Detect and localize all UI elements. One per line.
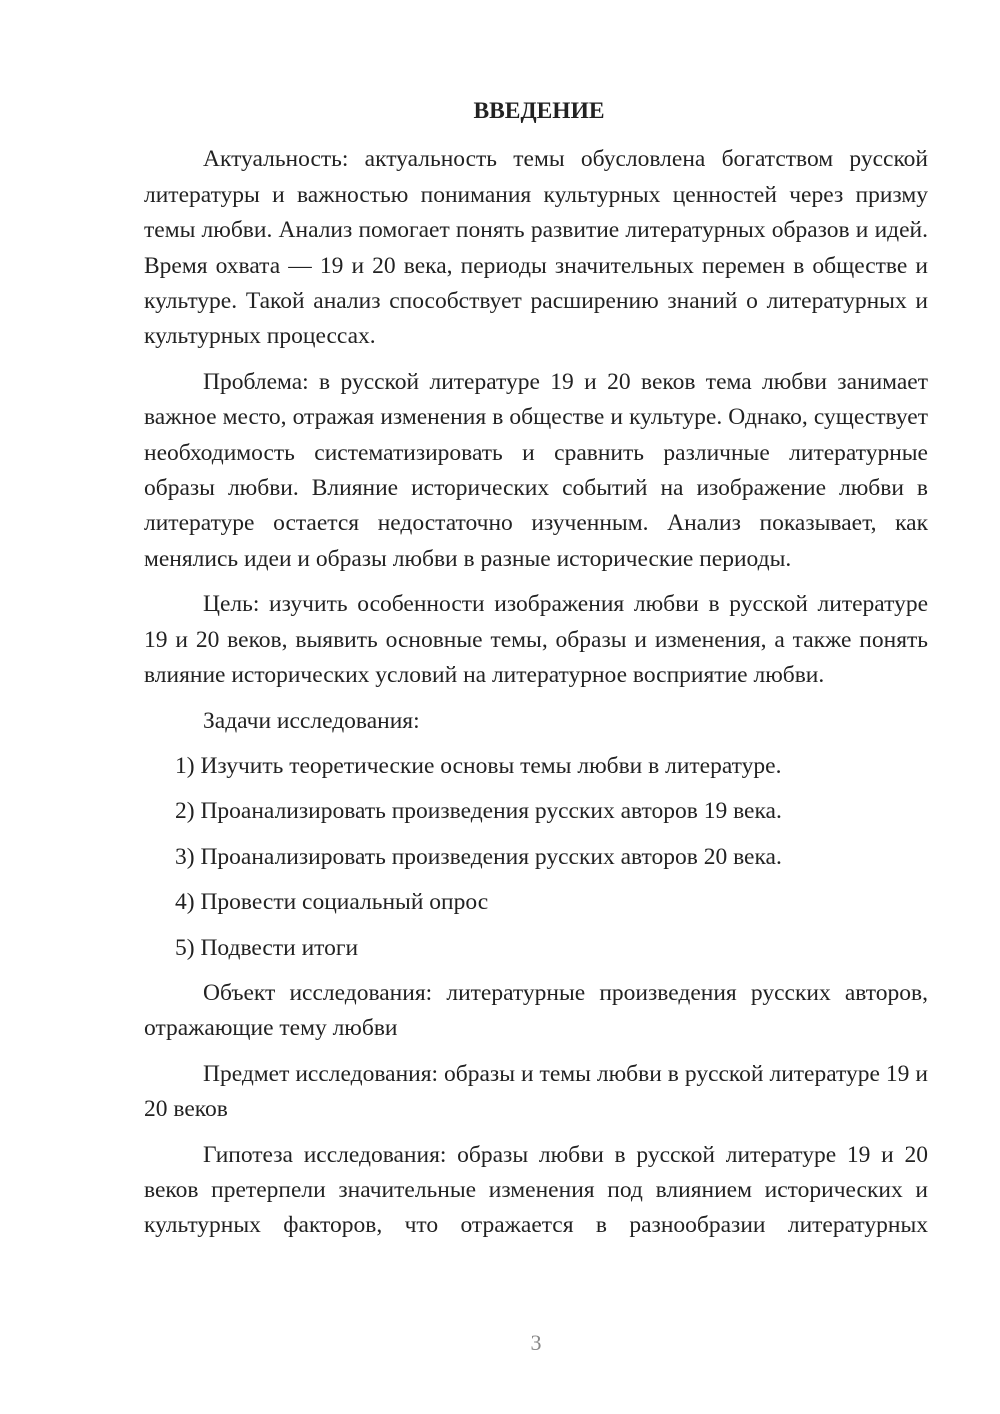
list-item: 5) Подвести итоги [175, 934, 359, 961]
problem-paragraph: Проблема: в русской литературе 19 и 20 веков тема любви занимает важное место, отражая изменения в обществе и культуре. Однако, существует необходимость систематизировать и сравнить различные литературные образы любви. Влияние исторических событий на изображение любви в литературе остается недостаточно изученным. Анализ показывает, как менялись идеи и образы любви в разные исторические периоды. [144, 368, 928, 572]
goal-paragraph: Цель: изучить особенности изображения любви в русской литературе 19 и 20 веков, выявить основные темы, образы и изменения, а также понять влияние исторических условий на литературное восприятие любви. [144, 591, 928, 689]
object-paragraph: Объект исследования: литературные произведения русских авторов, отражающие тему любви [144, 979, 928, 1042]
list-item: 1) Изучить теоретические основы темы любви в литературе. [175, 752, 782, 779]
list-item: 3) Проанализировать произведения русских авторов 20 века. [175, 843, 782, 870]
subject-paragraph: Предмет исследования: образы и темы любви в русской литературе 19 и 20 веков [144, 1060, 928, 1123]
page-body [144, 94, 928, 1244]
page-title: ВВЕДЕНИЕ [473, 98, 605, 124]
hypothesis-paragraph: Гипотеза исследования: образы любви в русской литературе 19 и 20 веков претерпели значительные изменения под влиянием исторических и культурных факторов, что отражается в разнообразии литературных [144, 1141, 928, 1239]
tasks-heading: Задачи исследования: [203, 707, 420, 734]
relevance-paragraph: Актуальность: актуальность темы обусловлена богатством русской литературы и важностью понимания культурных ценностей через призму темы любви. Анализ помогает понять развитие литературных образов и идей. Время охвата — 19 и 20 века, периоды значительных перемен в обществе и культуре. Такой анализ способствует расширению знаний о литературных и культурных процессах. [144, 146, 928, 350]
list-item: 4) Провести социальный опрос [175, 889, 489, 916]
list-item: 2) Проанализировать произведения русских авторов 19 века. [175, 798, 782, 825]
page-number: 3 [530, 1330, 542, 1355]
tasks-list [144, 749, 928, 966]
